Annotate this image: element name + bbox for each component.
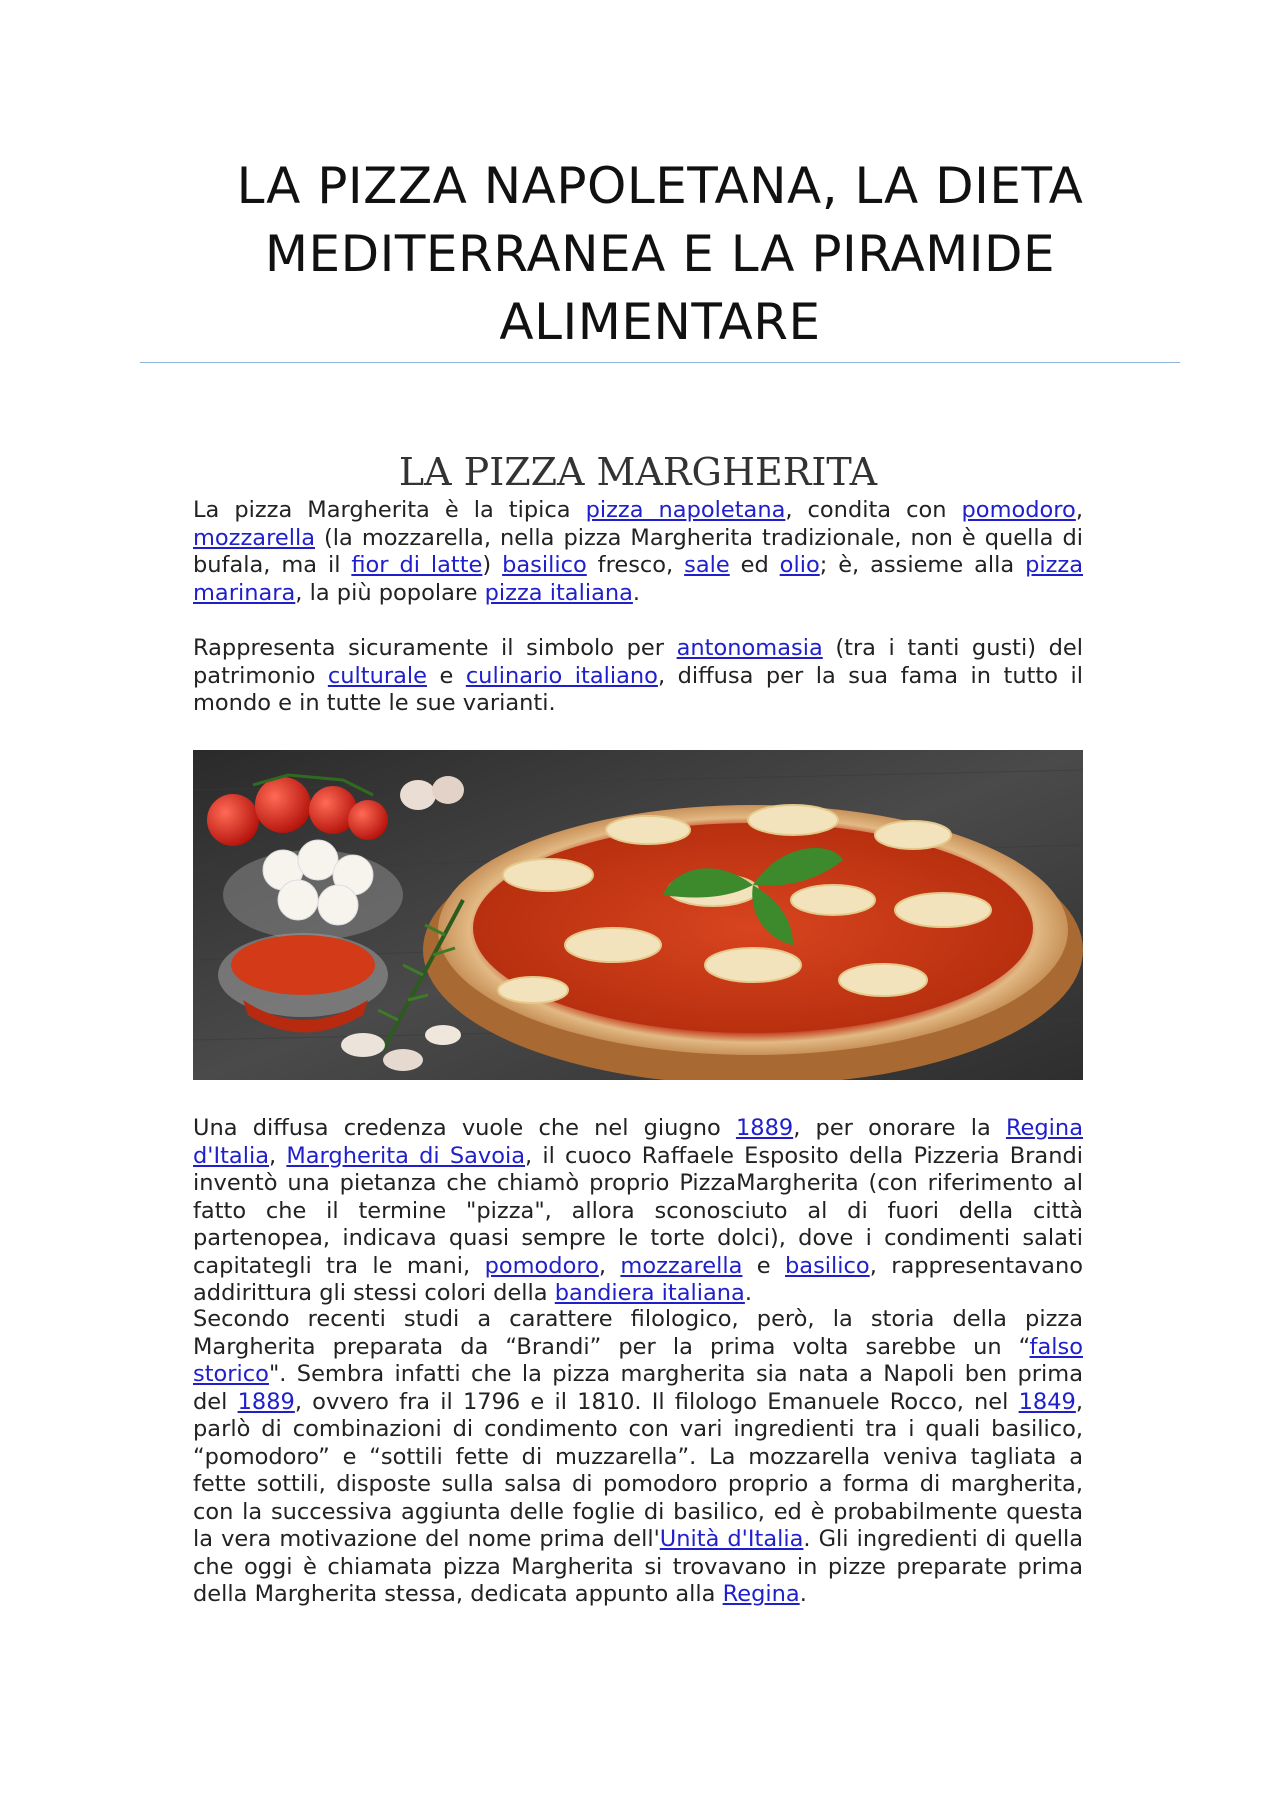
text-run: ". Sembra infatti che la pizza margherita sia nata a Napoli ben prima del	[193, 1361, 1083, 1415]
paragraph-history	[193, 1115, 1083, 1308]
text-run: , per onorare la	[793, 1115, 1006, 1141]
inline-link[interactable]: 1849	[1018, 1388, 1076, 1415]
inline-link[interactable]: mozzarella	[620, 1252, 743, 1279]
title-divider	[140, 362, 1180, 363]
text-run: ,	[598, 1252, 621, 1279]
inline-link[interactable]: Unità d'Italia	[659, 1526, 804, 1552]
inline-link[interactable]: pizza napoletana	[585, 497, 786, 523]
text-run: .	[744, 1280, 753, 1306]
text-run: . Gli ingredienti di quella che oggi è chiamata pizza Margherita si trovavano in pizze preparate prima della Margherita stessa, dedicata appunto alla	[193, 1526, 1083, 1607]
text-run: Secondo recenti studi a carattere filologico, però, la storia della pizza Margherita preparata da “Brandi” per la prima volta sarebbe un “	[193, 1306, 1083, 1360]
text-run: , rappresentavano addirittura gli stessi colori della	[193, 1252, 1083, 1306]
text-run: )	[482, 552, 503, 578]
text-run: , diffusa per la sua fama in tutto il mondo e in tutte le sue varianti.	[193, 662, 1083, 716]
inline-link[interactable]: basilico	[785, 1252, 870, 1279]
document-title: LA PIZZA NAPOLETANA, LA DIETA MEDITERRANEA E LA PIRAMIDE ALIMENTARE	[236, 157, 1084, 351]
text-run: ,	[269, 1142, 287, 1169]
inline-link[interactable]: pizza marinara	[193, 552, 1084, 606]
text-run: , la più popolare	[295, 579, 485, 606]
paragraph-symbol	[193, 635, 1083, 718]
text-run: fresco,	[586, 552, 685, 578]
paragraph-philology	[193, 1306, 1083, 1609]
inline-link[interactable]: culturale	[327, 662, 427, 689]
text-run: , ovvero fra il 1796 e il 1810. Il filologo Emanuele Rocco, nel	[294, 1388, 1019, 1415]
text-run: , condita con	[785, 497, 962, 523]
text-run: e	[426, 662, 466, 689]
text-run: ed	[729, 552, 780, 578]
inline-link[interactable]: fior di latte	[351, 552, 483, 578]
text-run: (la mozzarella, nella pizza Margherita tradizionale, non è quella di bufala, ma il	[193, 524, 1083, 578]
inline-link[interactable]: antonomasia	[676, 635, 823, 661]
text-run: .	[799, 1581, 807, 1607]
text-run: (tra i tanti gusti) del patrimonio	[193, 635, 1083, 689]
text-run: Rappresenta sicuramente il simbolo per	[193, 635, 677, 661]
text-run: La pizza Margherita è la tipica	[193, 497, 586, 523]
text-run: ,	[1075, 497, 1083, 523]
inline-link[interactable]: Margherita di Savoia	[286, 1142, 526, 1169]
inline-link[interactable]: 1889	[735, 1115, 794, 1141]
text-run: Una diffusa credenza vuole che nel giugno	[193, 1115, 736, 1141]
inline-link[interactable]: Regina	[722, 1581, 800, 1607]
inline-link[interactable]: pomodoro	[961, 497, 1076, 523]
text-run: , parlò di combinazioni di condimento con vari ingredienti tra i quali basilico, “pomodoro” e “sottili fette di muzzarella”. La mozzarella veniva tagliata a fette sottili, disposte sulla salsa di pomodoro proprio a forma di margherita, con la successiva aggiunta delle foglie di basilico, ed è probabilmente questa la vera motivazione del nome prima dell'	[193, 1388, 1084, 1552]
inline-link[interactable]: 1889	[237, 1388, 295, 1415]
inline-link[interactable]: Regina d'Italia	[193, 1115, 1083, 1169]
text-run: , il cuoco Raffaele Esposito della Pizzeria Brandi inventò una pietanza che chiamò proprio PizzaMargherita (con riferimento al fatto che il termine "pizza", allora sconosciuto al di fuori della città partenopea, indicava quasi sempre le torte dolci), dove i condimenti salati capitategli tra le mani,	[193, 1142, 1083, 1279]
text-run: e	[742, 1252, 785, 1279]
section-title: LA PIZZA MARGHERITA	[398, 450, 878, 494]
inline-link[interactable]: culinario italiano	[465, 662, 658, 689]
paragraph-intro	[193, 497, 1083, 607]
inline-link[interactable]: basilico	[502, 552, 587, 578]
inline-link[interactable]: bandiera italiana	[554, 1280, 745, 1306]
inline-link[interactable]: mozzarella	[193, 524, 315, 551]
inline-link[interactable]: olio	[779, 552, 820, 578]
inline-link[interactable]: pomodoro	[484, 1252, 599, 1279]
text-run: .	[632, 579, 641, 606]
inline-link[interactable]: pizza italiana	[484, 579, 633, 606]
inline-link[interactable]: falso storico	[193, 1333, 1083, 1387]
pizza-margherita-photo	[193, 750, 1083, 1080]
inline-link[interactable]: sale	[684, 552, 730, 578]
text-run: ; è, assieme alla	[819, 552, 1026, 578]
